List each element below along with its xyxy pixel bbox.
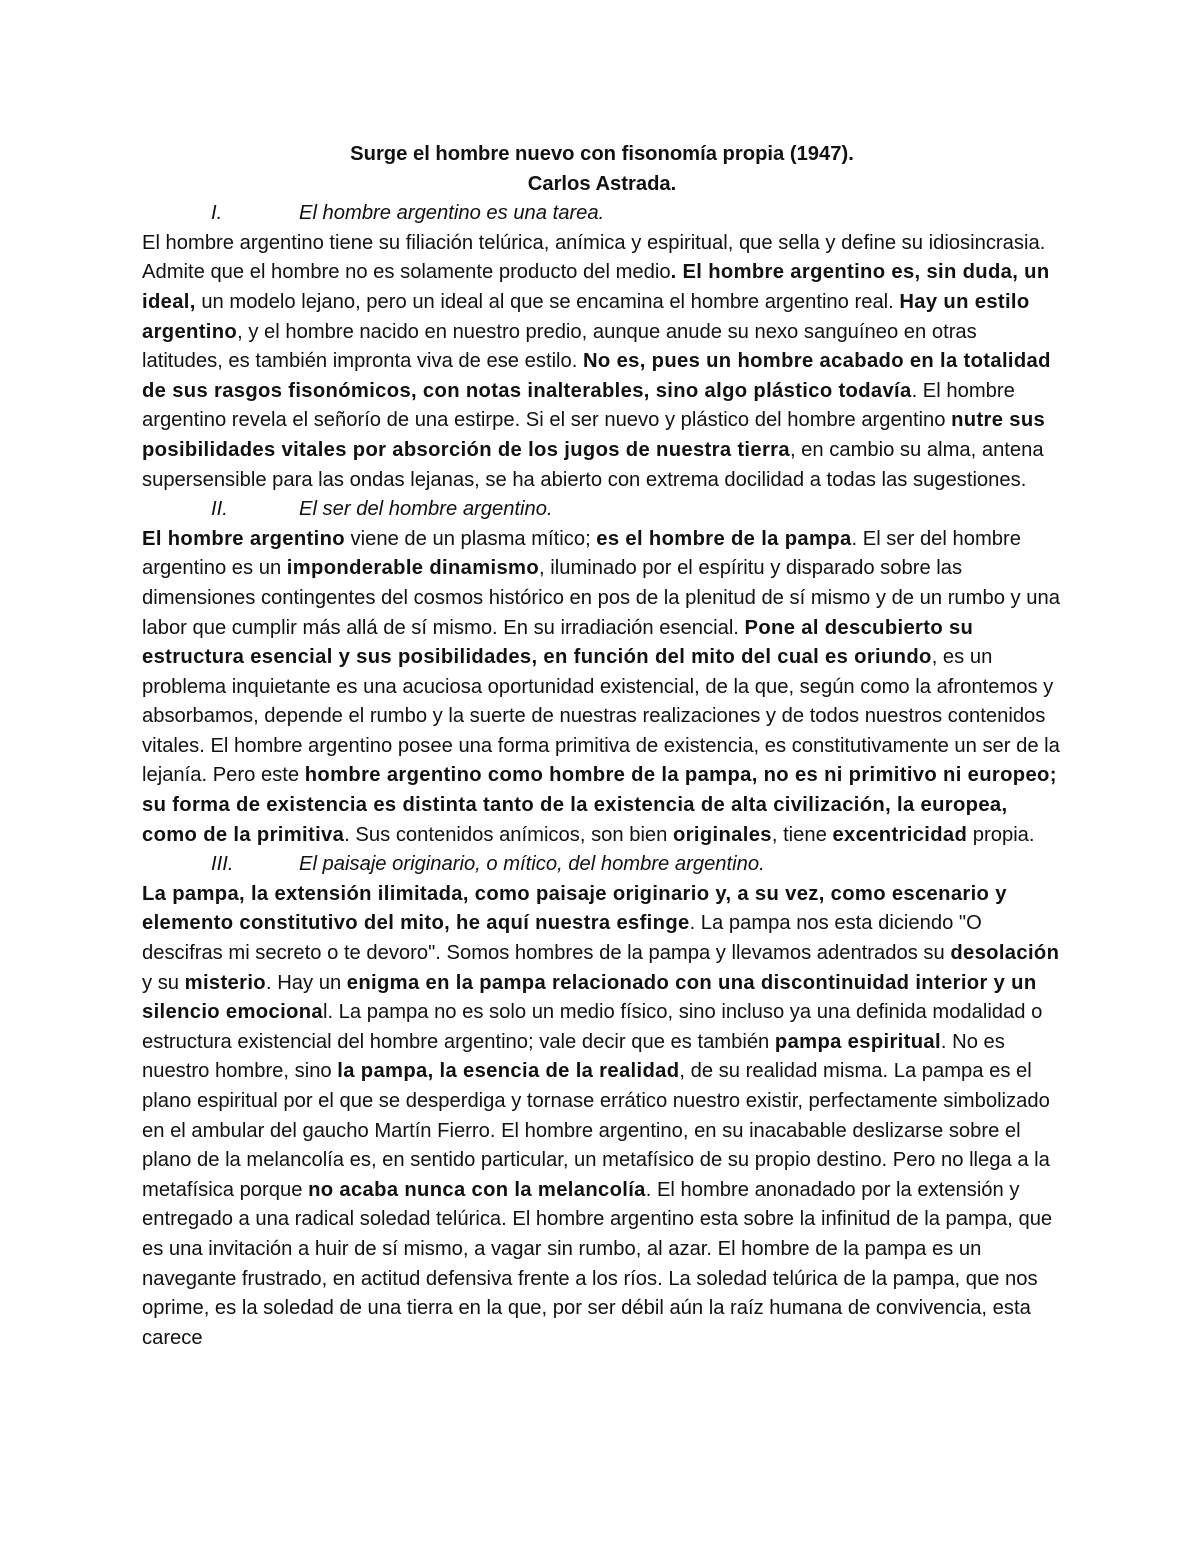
section-heading [142, 850, 1062, 880]
bold-text-run: enigma en la pampa relacionado con una discontinuidad interior y un silencio emociona [142, 971, 1037, 1024]
bold-text-run: imponderable dinamismo [286, 557, 540, 580]
section-heading [142, 199, 1062, 229]
section-heading [142, 495, 1062, 525]
document-body [142, 199, 1062, 1353]
section-paragraph [142, 229, 1062, 495]
document-page [142, 140, 1062, 1353]
bold-text-run: Pone al descubierto su estructura esencial y sus posibilidades, en función del mito del cual es oriundo [142, 616, 974, 669]
text-run: viene de un plasma mítico; [344, 527, 597, 550]
text-run: , iluminado por el espíritu y disparado sobre las dimensiones contingentes del cosmos histórico en pos de la plenitud de sí mismo y de un rumbo y una labor que cumplir más allá de sí mismo. En su irradiación esencial. [142, 557, 1060, 639]
text-run: , en cambio su alma, antena supersensible para las ondas lejanas, se ha abierto con extrema docilidad a todas las sugestiones. [142, 438, 1044, 491]
text-run: l. La pampa no es solo un medio físico, sino incluso ya una definida modalidad o estructura existencial del hombre argentino; vale decir que es también [142, 1001, 1043, 1053]
section-heading-text: El paisaje originario, o mítico, del hombre argentino. [299, 853, 765, 876]
text-run: . La pampa nos esta diciendo "O descifras mi secreto o te devoro". Somos hombres de la pampa y llevamos adentrados su [142, 912, 982, 965]
text-run: propia. [967, 823, 1035, 846]
bold-text-run: no acaba nunca con la melancolía [308, 1178, 646, 1201]
bold-text-run: La pampa, la extensión ilimitada, como paisaje originario y, a su vez, como escenario y elemento constitutivo del mito, he aquí nuestra esfinge [142, 882, 1007, 935]
text-run: . El hombre anonadado por la extensión y entregado a una radical soledad telúrica. El hombre argentino esta sobre la infinitud de la pampa, que es una invitación a huir de sí mismo, a vagar sin rumbo, al azar. El hombre de la pampa es un navegante frustrado, en actitud defensiva frente a los ríos. La soledad telúrica de la pampa, que nos oprime, es la soledad de una tierra en la que, por ser débil aún la raíz humana de convivencia, esta carece [142, 1178, 1053, 1349]
section-number: II. [211, 498, 228, 521]
bold-text-run: Hay un estilo argentino [142, 290, 1030, 343]
bold-text-run: hombre argentino como hombre de la pampa, no es ni primitivo ni europeo; su forma de existencia es distinta tanto de la existencia de alta civilización, la europea, como de la primitiva [142, 764, 1057, 846]
section-heading-text: El hombre argentino es una tarea. [299, 202, 605, 225]
text-run: . El ser del hombre argentino es un [142, 527, 1021, 580]
text-run: , y el hombre nacido en nuestro predio, aunque anude su nexo sanguíneo en otras latitudes, es también impronta viva de ese estilo. [142, 320, 977, 373]
text-run: . Sus contenidos anímicos, son bien [344, 823, 673, 846]
text-run: . El hombre argentino revela el señorío de una estirpe. Si el ser nuevo y plástico del hombre argentino [142, 379, 1015, 432]
section-number: I. [211, 202, 223, 225]
bold-text-run: No es, pues un hombre acabado en la totalidad de sus rasgos fisonómicos, con notas inalterables, sino algo plástico todavía [142, 350, 1051, 402]
section-heading-text: El ser del hombre argentino. [299, 498, 553, 521]
bold-text-run: misterio [184, 971, 266, 994]
bold-text-run: pampa espiritual [774, 1030, 941, 1053]
bold-text-run: es el hombre de la pampa [596, 527, 852, 550]
text-run: , tiene [771, 823, 833, 846]
text-run: un modelo lejano, pero un ideal al que se encamina el hombre argentino real. [195, 290, 900, 313]
text-run: El hombre argentino tiene su filiación telúrica, anímica y espiritual, que sella y define su idiosincrasia. Admite que el hombre no es solamente producto del medio [142, 231, 1046, 284]
bold-text-run: desolación [950, 942, 1060, 965]
bold-text-run: la pampa, la esencia de la realidad [337, 1060, 680, 1083]
section-paragraph [142, 880, 1062, 1354]
text-run: . Hay un [265, 971, 347, 994]
section-number: III. [211, 853, 234, 876]
section-paragraph [142, 525, 1062, 851]
bold-text-run: nutre sus posibilidades vitales por absorción de los jugos de nuestra tierra [142, 409, 1046, 461]
bold-text-run: excentricidad [832, 823, 968, 846]
bold-text-run: El hombre argentino [142, 527, 345, 550]
document-author: Carlos Astrada. [527, 172, 677, 195]
text-run: , es un problema inquietante es una acuciosa oportunidad existencial, de la que, según como la afrontemos y absorbamos, depende el rumbo y la suerte de nuestras realizaciones y de todos nuestros contenidos vitales. El hombre argentino posee una forma primitiva de existencia, es constitutivamente un ser de la lejanía. Pero este [142, 646, 1060, 787]
document-title: Surge el hombre nuevo con fisonomía propia (1947). [350, 143, 854, 165]
text-run: y su [142, 971, 185, 994]
text-run: . No es nuestro hombre, sino [142, 1030, 1005, 1083]
bold-text-run: . El hombre argentino es, sin duda, un ideal, [142, 261, 1050, 313]
text-run: , de su realidad misma. La pampa es el plano espiritual por el que se desperdiga y tornase errático nuestro existir, perfectamente simbolizado en el ambular del gaucho Martín Fierro. El hombre argentino, en su inacabable deslizarse sobre el plano de la melancolía es, en sentido particular, un metafísico de su propio destino. Pero no llega a la metafísica porque [142, 1060, 1050, 1201]
bold-text-run: originales [673, 823, 772, 846]
